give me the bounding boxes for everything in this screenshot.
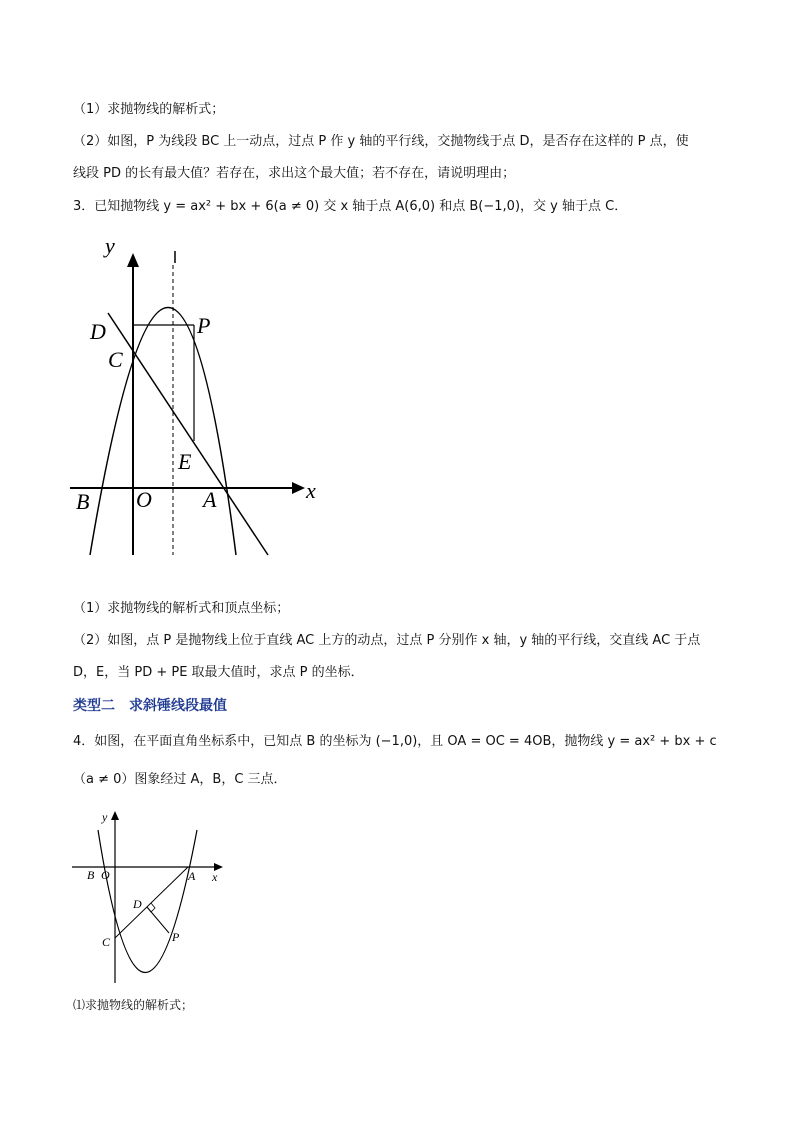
section-title: 求斜锤线段最值 xyxy=(129,698,227,714)
parabola xyxy=(98,830,197,973)
label-y: y xyxy=(105,233,115,258)
label-o: O xyxy=(101,868,110,882)
figure-parabola-perpendicular xyxy=(68,805,233,985)
q2-part2-line2: 线段 PD 的长有最大值？若存在，求出这个最大值；若不存在，请说明理由； xyxy=(73,166,516,181)
label-d: D xyxy=(133,897,142,911)
right-angle-mark xyxy=(147,903,155,912)
q3-part1: （1）求抛物线的解析式和顶点坐标； xyxy=(73,601,290,616)
section-heading xyxy=(73,695,227,715)
label-y: y xyxy=(102,810,108,824)
q4-statement-line2: （a ≠ 0）图象经过 A，B，C 三点． xyxy=(73,772,287,787)
y-axis-arrow xyxy=(111,811,119,820)
label-p: P xyxy=(172,930,180,944)
y-axis-arrow xyxy=(127,253,139,267)
q3-part2-line2: D，E，当 PD + PE 取最大值时，求点 P 的坐标． xyxy=(73,665,364,680)
q2-part2-line1: （2）如图，P 为线段 BC 上一动点，过点 P 作 y 轴的平行线，交抛物线于点 D，是否存在这样的 P 点，使 xyxy=(73,134,689,149)
label-x: x xyxy=(212,870,218,884)
q3-statement: 3．已知抛物线 y = ax² + bx + 6(a ≠ 0) 交 x 轴于点 A(6,0) 和点 B(−1,0)，交 y 轴于点 C． xyxy=(73,199,628,214)
q4-part1: ⑴求抛物线的解析式； xyxy=(73,998,194,1012)
label-p: P xyxy=(197,313,211,338)
label-c: C xyxy=(108,347,123,372)
figure-parabola-ac xyxy=(60,225,340,565)
parabola xyxy=(90,308,236,556)
label-o: O xyxy=(136,487,152,512)
x-axis-arrow xyxy=(292,482,305,494)
section-type: 类型二 xyxy=(73,698,115,714)
label-d: D xyxy=(90,319,106,344)
label-c: C xyxy=(102,935,111,949)
q2-part1: （1）求抛物线的解析式； xyxy=(73,102,225,117)
label-b: B xyxy=(87,868,95,882)
line-ca xyxy=(115,867,188,938)
label-b: B xyxy=(76,489,90,514)
label-a: A xyxy=(188,869,196,883)
label-x: x xyxy=(306,478,316,503)
label-e: E xyxy=(178,449,192,474)
label-a: A xyxy=(203,487,217,512)
q3-part2-line1: （2）如图，点 P 是抛物线上位于直线 AC 上方的动点，过点 P 分别作 x 轴，y 轴的平行线，交直线 AC 于点 xyxy=(73,633,701,648)
q4-statement-line1: 4．如图，在平面直角坐标系中，已知点 B 的坐标为 (−1,0)，且 OA = OC = 4OB，抛物线 y = ax² + bx + c xyxy=(73,734,717,749)
